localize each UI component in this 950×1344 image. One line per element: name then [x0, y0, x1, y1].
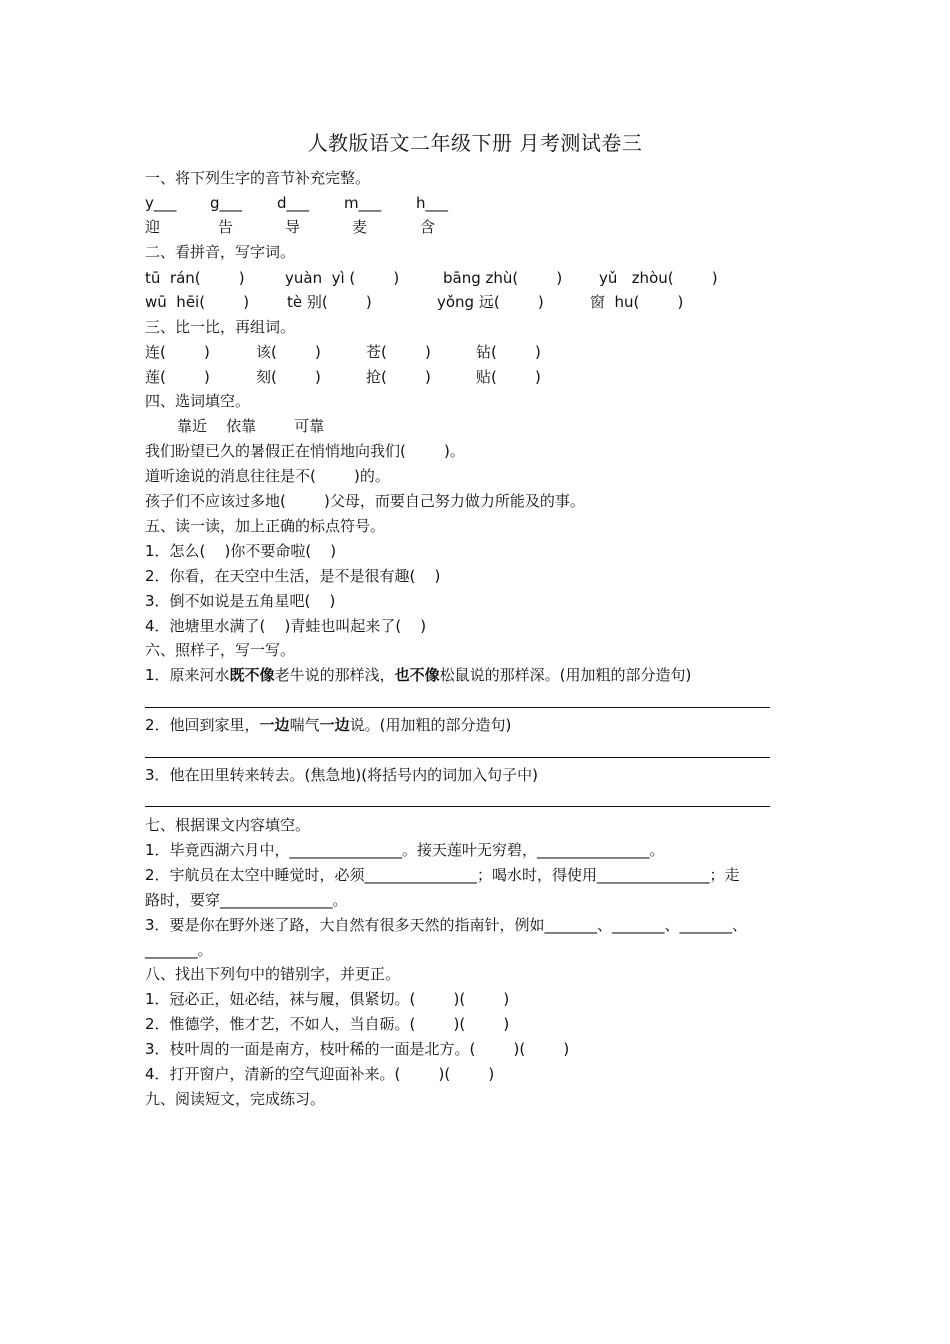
imitate-question: 1．原来河水既不像老牛说的那样浅，也不像松鼠说的那样深。(用加粗的部分造句) — [145, 666, 692, 684]
punctuation-question: 2．你看，在天空中生活，是不是很有趣( ) — [145, 567, 441, 585]
fill-question: 1．毕竟西湖六月中，_______________。接天莲叶无穷碧，_______________。 — [145, 841, 665, 859]
character: 迎 — [145, 218, 161, 236]
pinyin-blank: m___ — [344, 194, 382, 212]
section-5-heading: 五、读一读，加上正确的标点符号。 — [145, 517, 386, 535]
fill-sentence: 道听途说的消息往往是不( )的。 — [145, 467, 390, 485]
compare-item: 刻( ) — [256, 368, 321, 386]
punctuation-question: 1．怎么( )你不要命啦( ) — [145, 542, 337, 560]
fill-question: 2．宇航员在太空中睡觉时，必须_______________；喝水时，得使用_______________；走 — [145, 866, 740, 884]
answer-line — [145, 806, 770, 807]
pinyin-item: bāng zhù( ) — [443, 269, 563, 287]
typo-question: 2．惟德学，惟才艺，不如人，当自砺。( )( ) — [145, 1015, 510, 1033]
character: 导 — [285, 218, 301, 236]
pinyin-blank: d___ — [277, 194, 310, 212]
typo-question: 3．枝叶周的一面是南方，枝叶稀的一面是北方。( )( ) — [145, 1040, 570, 1058]
pinyin-item: yuàn yì ( ) — [285, 269, 400, 287]
answer-line — [145, 757, 770, 758]
compare-item: 该( ) — [256, 343, 321, 361]
fill-question-cont: 路时，要穿_______________。 — [145, 891, 348, 909]
compare-item: 抢( ) — [366, 368, 431, 386]
imitate-question: 3．他在田里转来转去。(焦急地)(将括号内的词加入句子中) — [145, 766, 538, 784]
pinyin-item: yǔ zhòu( ) — [599, 269, 718, 287]
section-7-heading: 七、根据课文内容填空。 — [145, 816, 311, 834]
section-8-heading: 八、找出下列句中的错别字，并更正。 — [145, 965, 401, 983]
pinyin-blank: y___ — [145, 194, 177, 212]
compare-item: 钻( ) — [476, 343, 541, 361]
typo-question: 1．冠必正，妞必结，袜与履，俱紧切。( )( ) — [145, 990, 510, 1008]
fill-sentence: 孩子们不应该过多地( )父母，而要自己努力做力所能及的事。 — [145, 492, 585, 510]
pinyin-item: tū rán( ) — [145, 269, 245, 287]
pinyin-item: tè 别( ) — [287, 293, 372, 311]
compare-item: 连( ) — [145, 343, 210, 361]
section-9-heading: 九、阅读短文，完成练习。 — [145, 1090, 326, 1108]
section-1-heading: 一、将下列生字的音节补充完整。 — [145, 169, 371, 187]
fill-sentence: 我们盼望已久的暑假正在悄悄地向我们( )。 — [145, 442, 465, 460]
compare-item: 莲( ) — [145, 368, 210, 386]
compare-item: 贴( ) — [476, 368, 541, 386]
answer-line — [145, 707, 770, 708]
section-2-heading: 二、看拼音，写字词。 — [145, 243, 296, 261]
fill-question-cont: _______。 — [145, 941, 213, 959]
pinyin-item: yǒng 远( ) — [437, 293, 544, 311]
punctuation-question: 3．倒不如说是五角星吧( ) — [145, 592, 336, 610]
character: 麦 — [352, 218, 368, 236]
pinyin-item: 窗 hu( ) — [590, 293, 684, 311]
punctuation-question: 4．池塘里水满了( )青蛙也叫起来了( ) — [145, 617, 427, 635]
section-3-heading: 三、比一比，再组词。 — [145, 318, 296, 336]
word-choices: 靠近 依靠 可靠 — [177, 417, 325, 435]
typo-question: 4．打开窗户，清新的空气迎面补来。( )( ) — [145, 1065, 495, 1083]
section-6-heading: 六、照样子，写一写。 — [145, 641, 296, 659]
section-4-heading: 四、选词填空。 — [145, 392, 251, 410]
page-title: 人教版语文二年级下册 月考测试卷三 — [307, 131, 643, 155]
character: 告 — [218, 218, 234, 236]
pinyin-blank: h___ — [416, 194, 449, 212]
imitate-question: 2．他回到家里，一边喘气一边说。(用加粗的部分造句) — [145, 716, 512, 734]
pinyin-item: wū hēi( ) — [145, 293, 250, 311]
compare-item: 苍( ) — [366, 343, 431, 361]
character: 含 — [420, 218, 436, 236]
fill-question: 3．要是你在野外迷了路，大自然有很多天然的指南针，例如_______、_______、_______、 — [145, 916, 748, 934]
pinyin-blank: g___ — [210, 194, 243, 212]
